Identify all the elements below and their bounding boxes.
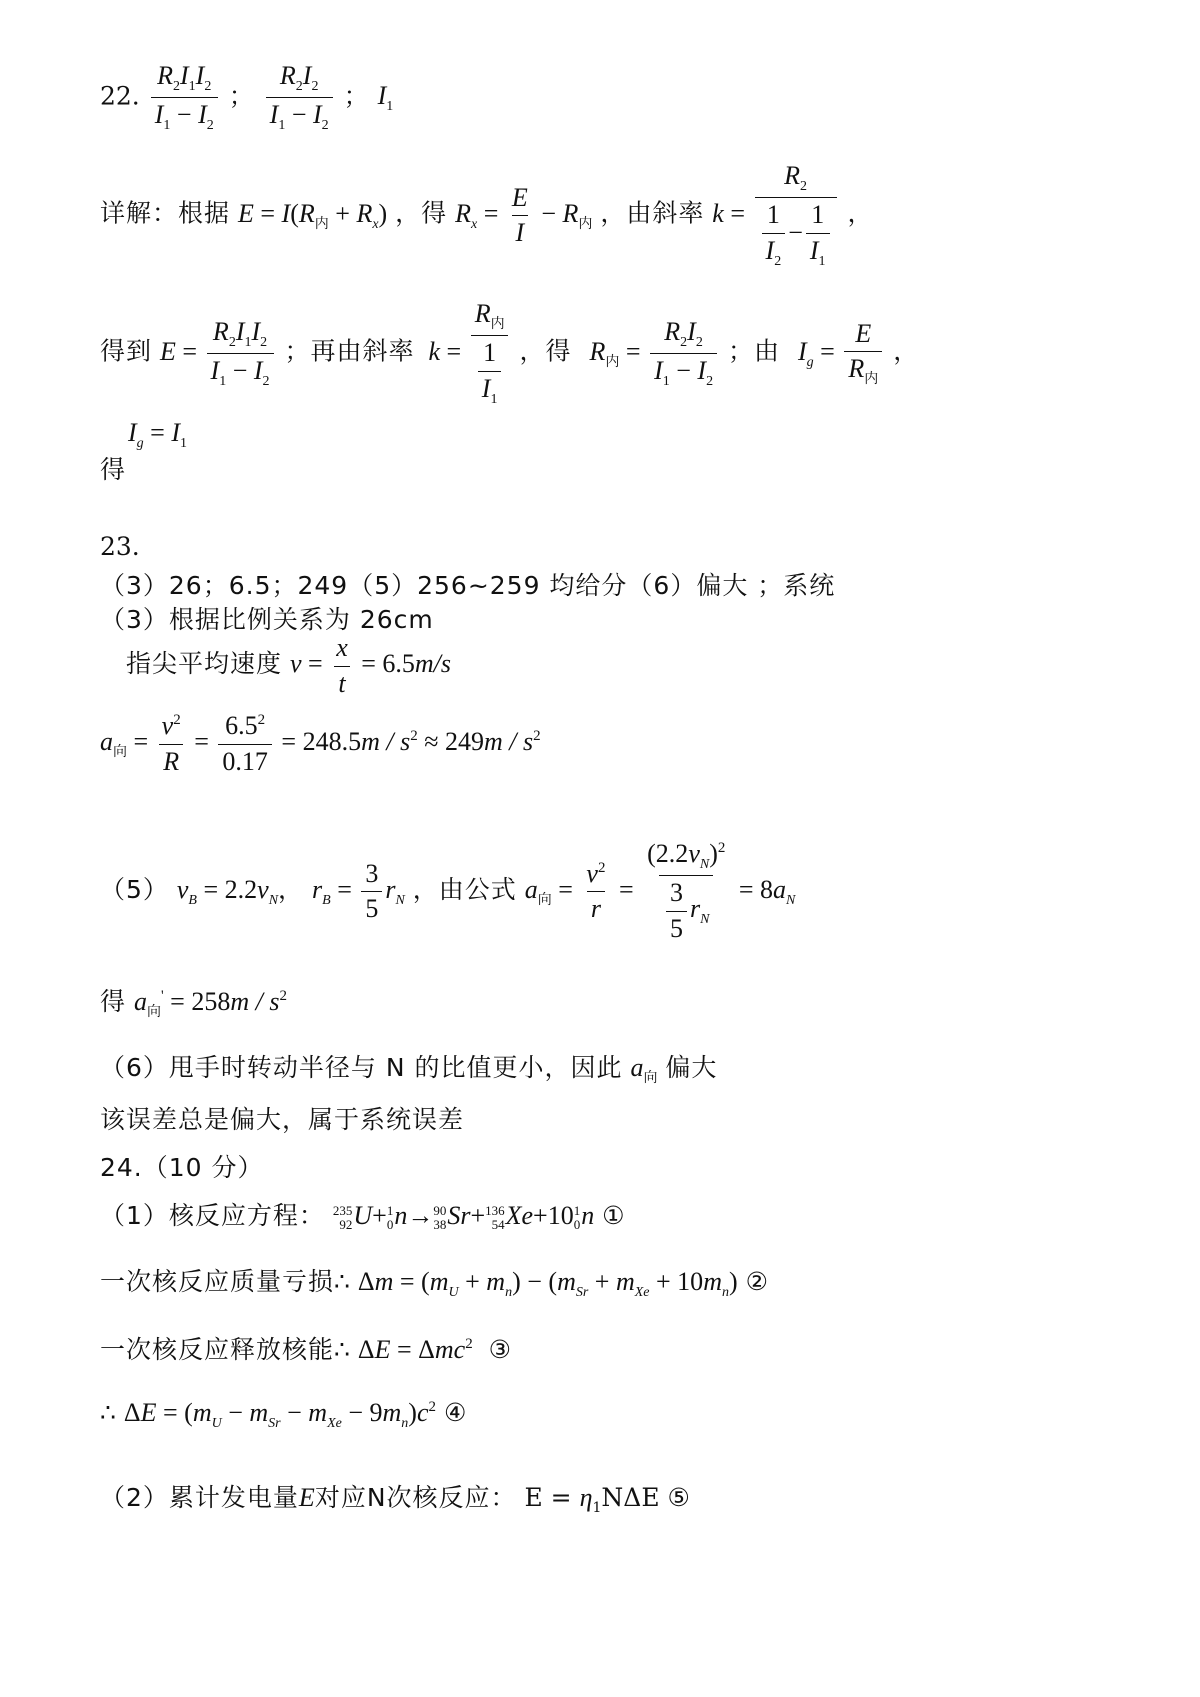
q23-part3-line: （3）根据比例关系为 26cm	[100, 605, 434, 634]
q24-marker-2: ②	[745, 1267, 769, 1296]
q23-eq-speed: v = $\frac{x}{t}$ = 6.5m/s	[289, 633, 452, 698]
q24-marker-4: ④	[443, 1398, 467, 1427]
q22-detail-line: 详解：根据 $E = I(R_内 + R_x)$ ，得 $R_x$ = $\frac{E}{I}$ − $R_内$ ，由斜率 k = $R_2$ $\frac{1}{I_2}$ − $\frac{1}{I_1}$ ，	[100, 161, 874, 269]
q23-eq-final-acc: $a_向' = 258m / s^2$	[133, 987, 287, 1020]
q24-marker-1: ①	[602, 1201, 625, 1230]
q24-marker-3: ③	[488, 1335, 512, 1364]
q22-answer-1: $\frac{R_2I_1I_2}{I_1 - I_2}$	[151, 62, 218, 134]
q22-number: 22.	[100, 81, 140, 111]
q24-header: 24.（10 分）	[100, 1153, 264, 1182]
q23-answer-line: （3）26；6.5；249（5）256~259 均给分（6）偏大 ；系统	[100, 571, 836, 600]
q23-number: 23.	[100, 532, 140, 561]
q23-final-acc-line: 得 $a_向' = 258m / s^2$	[100, 987, 287, 1020]
q24-eq-energy-result: $\Delta E = (m_U - m_{Sr} - m_{Xe} - 9m_n)c^2$	[123, 1398, 437, 1431]
q24-part1-line: （1）核反应方程： 235 92 U+ 1 0 n→ 90 38 Sr+ 136 54 Xe+10 1 0 n ①	[100, 1201, 625, 1233]
q22-final-de: 得	[100, 455, 127, 484]
q22-eq-rnei: $R_内$ = $\frac{R_2I_2}{I_1 - I_2}$	[590, 337, 721, 366]
q23-eq-vb: $v_B = 2.2v_N$	[176, 874, 279, 908]
q22-eq-ig: $I_g$ = $\frac{E}{R_内}$	[798, 337, 885, 366]
q24-marker-5: ⑤	[667, 1483, 690, 1512]
q22-eq-rx: $R_x$ = $\frac{E}{I}$ − $R_内$	[455, 182, 593, 248]
q22-result-line: 得到 E = $\frac{R_2I_1I_2}{I_1 - I_2}$ ；再由斜率 k = $\frac{R_内}{\frac{1}{I_1}}$ ，得 $R_内$ = $\frac{R_2I_2}{I_1 - I_2}$ ；由 $I_g$ = $\frac{E}{R_内}$ ，	[100, 299, 920, 407]
q23-eq-acceleration: $a_向$ = $\frac{v^2}{R}$ = $\frac{6.5^2}{0.17}$ = $248.5m / s^2 \approx 249m / s^2$	[100, 711, 541, 776]
q24-eq-energy: ΔE = Δmc$^2$	[357, 1335, 473, 1364]
q23-conclusion: 该误差总是偏大，属于系统误差	[100, 1105, 465, 1134]
q22-answer-3: $I_1$	[377, 81, 394, 115]
q24-eq-mass-defect: $\Delta m = (m_U + m_n) - (m_{Sr} + m_{Xe} + 10m_n)$	[357, 1267, 738, 1300]
q24-nuclear-equation: 235 92 U+ 1 0 n→ 90 38 Sr+ 136 54 Xe+10 1 0 n	[332, 1201, 595, 1233]
q22-answer-line: 22. $\frac{R_2I_1I_2}{I_1 - I_2}$ ； $\frac{R_2I_2}{I_1 - I_2}$ ； $I_1$	[100, 61, 394, 134]
q24-energy-line: 一次核反应释放核能∴ ΔE = Δmc$^2$ ③	[100, 1335, 512, 1364]
q23-eq-formula: $a_向$ = $\frac{v^2}{r}$ = $(2.2v_N)^2$ $\frac{3}{5}$ $r_N$ = $8a_N$	[524, 839, 796, 943]
q22-answer-2: $\frac{R_2I_2}{I_1 - I_2}$	[266, 62, 333, 134]
q23-part5-line: （5） $v_B = 2.2v_N$， $r_B$ = $\frac{3}{5}$ $r_N$ ，由公式 $a_向$ = $\frac{v^2}{r}$ = $(2.2v_N)^2$ $\frac{3}{5}$ $r_N$ = $8a_N$	[100, 839, 796, 943]
q23-eq-rb: $r_B$ = $\frac{3}{5}$ $r_N$	[312, 858, 405, 924]
q24-part2-line: （2）累计发电量E对应N次核反应： $E = \eta_1N\Delta E$ ⑤	[100, 1483, 690, 1516]
q22-eq-emf: $E = I(R_内 + R_x)$	[237, 198, 388, 232]
q23-part6-line: （6）甩手时转动半径与 N 的比值更小，因此 $a_向$ 偏大	[100, 1053, 718, 1086]
q22-eq-ig-final: $I_g = I_1$	[128, 418, 188, 451]
q22-eq-slope-k: k = $R_2$ $\frac{1}{I_2}$ − $\frac{1}{I_1}$	[712, 199, 839, 228]
q24-mass-line: 一次核反应质量亏损∴ $\Delta m = (m_U + m_n) - (m_{Sr} + m_{Xe} + 10m_n)$ ②	[100, 1267, 769, 1300]
q23-speed-line: 指尖平均速度 v = $\frac{x}{t}$ = 6.5m/s	[126, 633, 452, 698]
q22-eq-slope-k2: k = $\frac{R_内}{\frac{1}{I_1}}$	[428, 337, 511, 366]
q22-eq-e-result: E = $\frac{R_2I_1I_2}{I_1 - I_2}$	[160, 337, 277, 366]
q24-eq-total-energy: $E = \eta_1N\Delta E$	[524, 1483, 660, 1516]
q24-energy-result-line: ∴ $\Delta E = (m_U - m_{Sr} - m_{Xe} - 9m_n)c^2$ ④	[100, 1398, 467, 1431]
